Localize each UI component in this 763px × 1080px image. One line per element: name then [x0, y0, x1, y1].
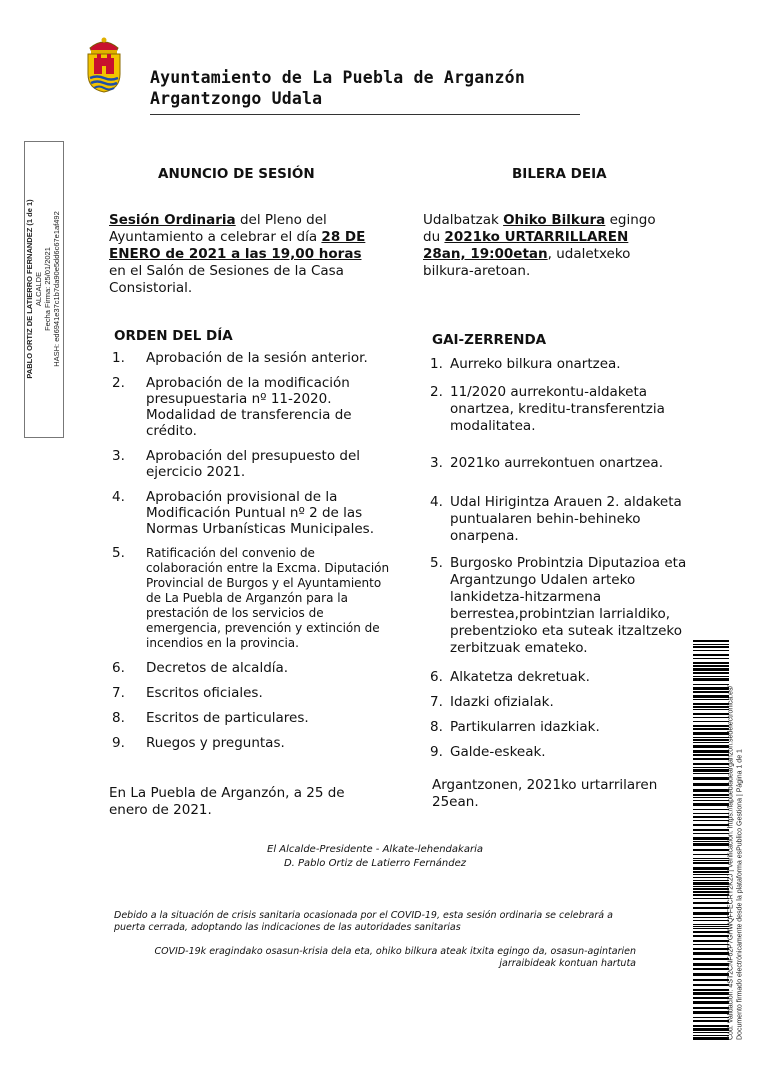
barcode-bar [693, 676, 729, 677]
signature-hash: HASH: ed6941e37c1b7da90e5dd6c67e1af492 [52, 210, 61, 367]
item-number: 4. [112, 489, 125, 505]
barcode-bar [693, 794, 729, 796]
es-agenda-item [112, 375, 392, 439]
es-agenda-list [112, 350, 392, 760]
barcode-bar [693, 745, 729, 748]
barcode-bar [693, 777, 729, 780]
barcode-bar [693, 813, 729, 814]
eu-agenda-item [430, 455, 695, 472]
eu-agenda-item [430, 356, 695, 373]
item-number: 2. [430, 384, 443, 400]
barcode-bar [693, 931, 729, 933]
item-text: Udal Hirigintza Arauen 2. aldaketa puntualaren behin-behineko onarpena. [450, 494, 682, 544]
signer-name: PABLO ORTIZ DE LATIERRO FERNANDEZ (1 de 1) [25, 198, 34, 379]
barcode-bar [693, 1020, 729, 1022]
es-intro-location: en el Salón de Sesiones de la Casa Consistorial. [109, 263, 344, 296]
barcode-bar [693, 687, 729, 690]
item-text: Aprobación de la modificación presupuestaria nº 11-2020. Modalidad de transferencia de crédito. [146, 375, 352, 439]
item-number: 9. [430, 744, 443, 760]
barcode-bar [693, 874, 729, 875]
barcode-bar [693, 797, 729, 798]
barcode-bar [693, 898, 729, 899]
barcode-bar [693, 816, 729, 818]
barcode-bar [693, 709, 729, 710]
item-number: 7. [430, 694, 443, 710]
es-agenda-item [112, 735, 392, 751]
eu-agenda-item [430, 555, 695, 657]
covid-note-es: Debido a la situación de crisis sanitaria ocasionada por el COVID-19, esta sesión ordinaria se celebrará a puerta cerrada, adoptando las indicaciones de las autoridades sanitarias [114, 910, 613, 933]
es-intro-text: del Pleno del Ayuntamiento a celebrar el día [109, 212, 327, 245]
barcode-bar [693, 1007, 729, 1009]
item-text: Ratificación del convenio de colaboración entre la Excma. Diputación Provincial de Burgos y el Ayuntamiento de La Puebla de Arganzón para la prestación de los servicios de emergencia, prevención y extinción de incendios en la provincia. [146, 546, 390, 650]
item-number: 7. [112, 685, 125, 701]
barcode-bar [693, 989, 729, 991]
item-text: Idazki ofizialak. [450, 694, 554, 710]
barcode-bar [693, 789, 729, 792]
es-title: ANUNCIO DE SESIÓN [158, 166, 315, 182]
barcode-bar [693, 997, 729, 999]
item-text: Decretos de alcaldía. [146, 660, 289, 676]
barcode-bar [693, 824, 729, 826]
barcode-bar [693, 837, 729, 840]
barcode-bar [693, 963, 729, 966]
es-agenda-item [112, 546, 392, 651]
barcode-bar [693, 926, 729, 927]
eu-agenda-item [430, 494, 695, 545]
barcode-bar [693, 672, 729, 674]
barcode-bar [693, 668, 729, 671]
item-number: 1. [430, 356, 443, 372]
header-subtitle: Argantzongo Udala [150, 89, 323, 108]
barcode-bar [693, 841, 729, 842]
barcode-bar [693, 862, 729, 864]
barcode-bar [693, 678, 729, 681]
item-text: Aprobación de la sesión anterior. [146, 350, 368, 366]
barcode-bar [693, 665, 729, 667]
es-agenda-item [112, 660, 392, 676]
item-number: 8. [430, 719, 443, 735]
item-text: Alkatetza dekretuak. [450, 669, 590, 685]
barcode-bar [693, 773, 729, 774]
barcode-bar [693, 979, 729, 981]
item-text: Ruegos y preguntas. [146, 735, 285, 751]
es-agenda-item [112, 710, 392, 726]
barcode-graphic [693, 640, 729, 1042]
barcode-bar [693, 750, 729, 753]
barcode-bar [693, 858, 729, 859]
municipal-crest-logo [82, 34, 126, 94]
barcode-bar [693, 917, 729, 918]
eu-title: BILERA DEIA [512, 166, 607, 182]
barcode-bar [693, 737, 729, 738]
barcode-bar [693, 721, 729, 722]
barcode-bar [693, 948, 729, 950]
barcode-bar [693, 783, 729, 786]
barcode-bar [693, 803, 729, 806]
eu-agenda-item [430, 694, 695, 711]
barcode-bar [693, 763, 729, 765]
barcode-bar [693, 1035, 729, 1036]
barcode-bar [693, 691, 729, 693]
barcode-bar [693, 871, 729, 873]
barcode-bar [693, 880, 729, 881]
barcode-bar [693, 920, 729, 921]
barcode-bar [693, 767, 729, 768]
barcode-bar [693, 944, 729, 945]
item-text: 2021ko aurrekontuen onartzea. [450, 455, 663, 471]
item-number: 5. [112, 545, 125, 561]
es-intro [109, 212, 374, 297]
barcode-bar [693, 646, 729, 648]
barcode-bar [693, 867, 729, 870]
signature-stamp [24, 141, 62, 436]
eu-agenda-item [430, 384, 695, 435]
item-number: 5. [430, 555, 443, 571]
barcode-bar [693, 829, 729, 831]
barcode-bar [693, 843, 729, 846]
item-number: 6. [112, 660, 125, 676]
barcode-bar [693, 809, 729, 810]
eu-agenda-title: GAI-ZERRENDA [432, 332, 547, 348]
barcode-bar [693, 706, 729, 708]
item-text: Escritos de particulares. [146, 710, 309, 726]
verification-text [726, 640, 746, 1040]
item-number: 3. [112, 448, 125, 464]
barcode-bar [693, 968, 729, 970]
es-closing: En La Puebla de Arganzón, a 25 de enero de 2021. [109, 785, 345, 818]
barcode-bar [693, 662, 729, 664]
barcode-bar [693, 1017, 729, 1018]
eu-session-type: Ohiko Bilkura [503, 212, 606, 228]
barcode-bar [693, 717, 729, 718]
es-agenda-item [112, 448, 392, 480]
barcode-bar [693, 958, 729, 960]
barcode-bar [693, 684, 729, 685]
barcode-bar [693, 820, 729, 821]
barcode-bar [693, 935, 729, 937]
barcode-bar [693, 644, 729, 645]
barcode-bar [693, 912, 729, 915]
barcode-bar [693, 907, 729, 909]
barcode-bar [693, 877, 729, 878]
barcode-bar [693, 732, 729, 735]
barcode-bar [693, 739, 729, 741]
barcode-bar [693, 984, 729, 986]
barcode-bar [693, 725, 729, 727]
signature-block [200, 843, 550, 871]
item-text: Aurreko bilkura onartzea. [450, 356, 621, 372]
barcode-bar [693, 973, 729, 976]
item-number: 4. [430, 494, 443, 510]
item-text: Escritos oficiales. [146, 685, 263, 701]
barcode-bar [693, 654, 729, 656]
barcode-bar [693, 1001, 729, 1004]
barcode-bar [693, 888, 729, 890]
barcode-bar [693, 886, 729, 887]
item-text: Burgosko Probintzia Diputazioa eta Argantzungo Udalen arteko lankidetza-hitzarmena berrestea,probintzian larrialdiko, prebentzioko eta suteak itzaltzeko zerbitzuak emateko. [450, 555, 687, 656]
eu-intro-text2: egingo du [423, 212, 656, 245]
barcode-bar [693, 1037, 729, 1040]
barcode-bar [693, 1025, 729, 1027]
item-number: 6. [430, 669, 443, 685]
barcode-bar [693, 728, 729, 730]
eu-agenda-item [430, 719, 695, 736]
barcode-bar [693, 1032, 729, 1033]
barcode-bar [693, 928, 729, 929]
item-text: Aprobación del presupuesto del ejercicio 2021. [146, 448, 361, 480]
signer-role: ALCALDE [34, 271, 43, 306]
verification-code: Cód. Validación: 4ST2CNF62P7GHWQFFECRY2K2J | Verificación: https://lapuebladearganzon.sedelectronica.es/ [727, 685, 735, 1040]
es-agenda-item [112, 685, 392, 701]
barcode-bar [693, 1028, 729, 1031]
es-agenda-item [112, 350, 392, 366]
header-title: Ayuntamiento de La Puebla de Arganzón [150, 68, 525, 87]
eu-agenda-item [430, 669, 695, 686]
barcode-bar [693, 650, 729, 651]
barcode-bar [693, 658, 729, 659]
barcode-bar [693, 695, 729, 698]
barcode-bar [693, 924, 729, 925]
signature-title: El Alcalde-Presidente - Alkate-lehendakaria [267, 844, 483, 855]
verification-platform: Documento firmado electrónicamente desde la plataforma esPublico Gestiona | Página 1 de 1 [736, 749, 743, 1040]
signature-date: Fecha Firma: 25/01/2021 [43, 246, 52, 331]
barcode-bar [693, 833, 729, 834]
eu-intro [423, 212, 673, 280]
item-text: Aprobación provisional de la Modificación Puntual nº 2 de las Normas Urbanísticas Municipales. [146, 489, 375, 537]
barcode-bar [693, 882, 729, 885]
item-text: Galde-eskeak. [450, 744, 546, 760]
barcode-bar [693, 742, 729, 743]
es-agenda-title: ORDEN DEL DÍA [114, 328, 233, 344]
barcode-bar [693, 699, 729, 700]
barcode-bar [693, 854, 729, 855]
eu-agenda-item [430, 744, 695, 761]
barcode-bar [693, 640, 729, 642]
barcode-bar [693, 769, 729, 772]
barcode-bar [693, 713, 729, 715]
es-session-date: 28 DE ENERO de 2021 a las 19,00 horas [109, 229, 366, 262]
item-number: 9. [112, 735, 125, 751]
barcode-bar [693, 860, 729, 861]
barcode-bar [693, 703, 729, 705]
eu-intro-text: Udalbatzak [423, 212, 504, 228]
eu-session-date: 2021ko URTARRILLAREN 28an, 19:00etan [423, 229, 629, 262]
eu-intro-location: , udaletxeko bilkura-aretoan. [423, 246, 631, 279]
barcode-bar [693, 894, 729, 896]
item-number: 1. [112, 350, 125, 366]
barcode-bar [693, 891, 729, 893]
barcode [693, 640, 729, 1042]
barcode-bar [693, 940, 729, 942]
barcode-bar [693, 952, 729, 955]
item-text: 11/2020 aurrekontu-aldaketa onartzea, kreditu-transferentzia modalitatea. [450, 384, 665, 434]
barcode-bar [693, 849, 729, 851]
eu-closing: Argantzonen, 2021ko urtarrilaren 25ean. [432, 777, 658, 810]
header-divider [150, 114, 580, 115]
item-number: 2. [112, 375, 125, 391]
barcode-bar [693, 992, 729, 995]
barcode-bar [693, 754, 729, 756]
item-text: Partikularren idazkiak. [450, 719, 600, 735]
barcode-bar [693, 800, 729, 801]
covid-note-eu: COVID-19k eragindako osasun-krisia dela eta, ohiko bilkura ateak itxita egingo da, osasun-agintarien jarraibideak kontuan hartuta [154, 946, 636, 969]
signature-name: D. Pablo Ortiz de Latierro Fernández [283, 858, 467, 869]
es-session-type: Sesión Ordinaria [109, 212, 236, 228]
item-number: 8. [112, 710, 125, 726]
barcode-bar [693, 902, 729, 904]
es-agenda-item [112, 489, 392, 537]
barcode-bar [693, 758, 729, 760]
barcode-bar [693, 1011, 729, 1014]
item-number: 3. [430, 455, 443, 471]
eu-agenda-list [430, 356, 695, 769]
